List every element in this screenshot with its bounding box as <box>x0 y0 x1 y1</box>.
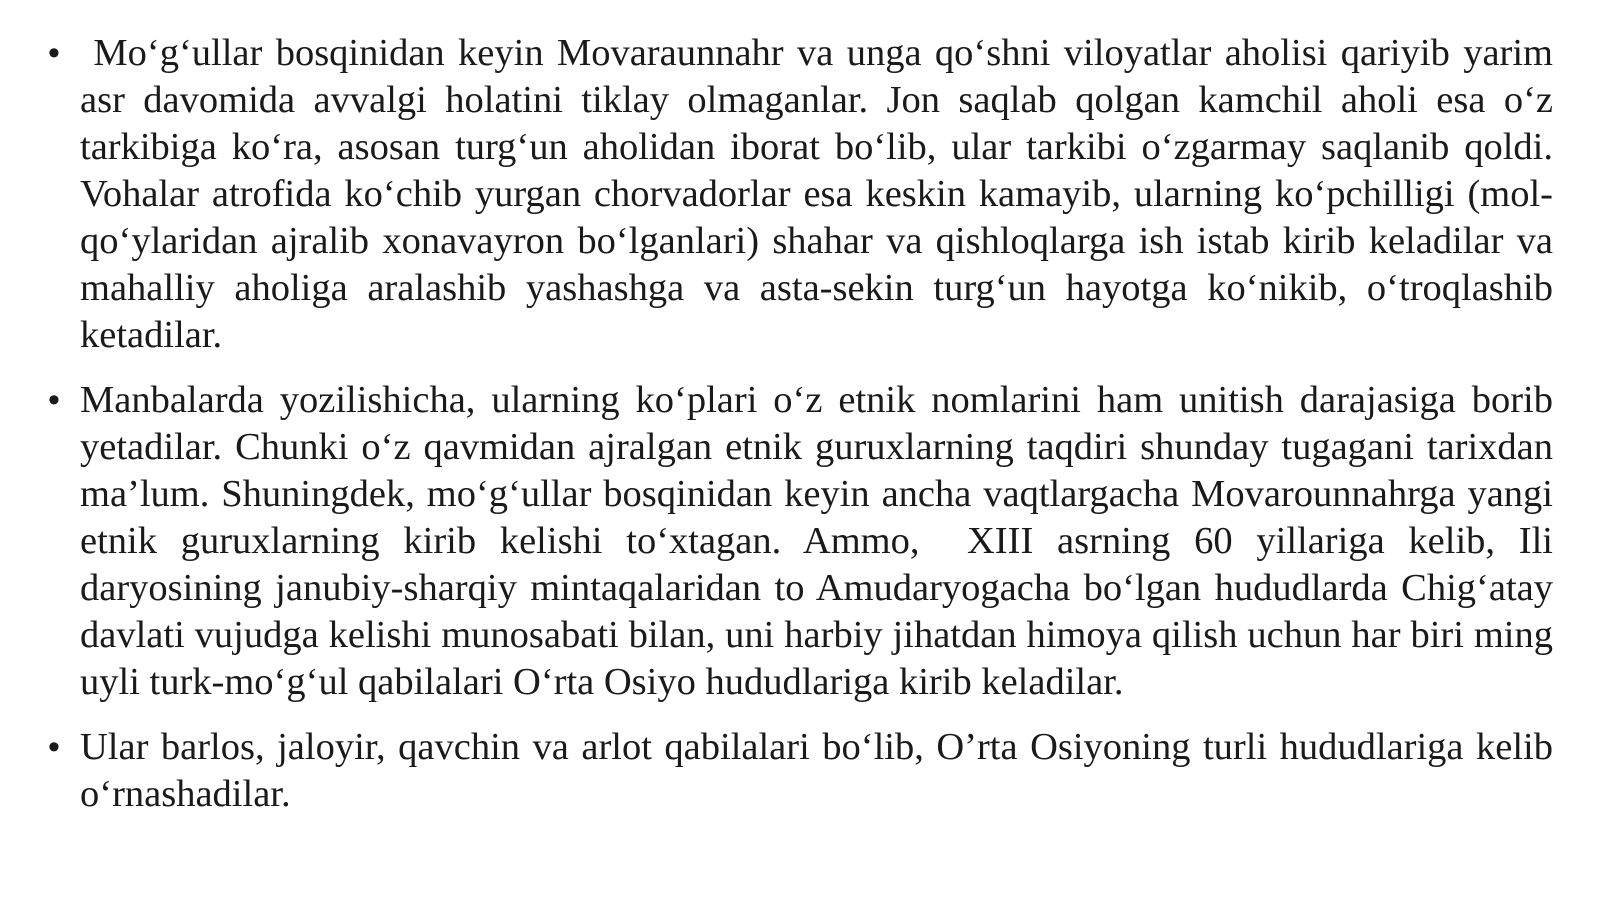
bullet-text-3: Ular barlos, jaloyir, qavchin va arlot qabilalari bo‘lib, O’rta Osiyoning turli hududlariga kelib o‘rnashadilar. <box>80 726 1563 815</box>
bullet-text-1: Mo‘g‘ullar bosqinidan keyin Movaraunnahr va unga qo‘shni viloyatlar aholisi qariyib yarim asr davomida avvalgi holatini tiklay olmaganlar. Jon saqlab qolgan kamchil aholi esa o‘z tarkibiga ko‘ra, asosan turg‘un aholidan iborat bo‘lib, ular tarkibi o‘zgarmay saqlanib qoldi. Vohalar atrofida ko‘chib yurgan chorvadorlar esa keskin kamayib, ularning ko‘pchilligi (mol-qo‘ylaridan ajralib xonavayron bo‘lganlari) shahar va qishloqlarga ish istab kirib keladilar va mahalliy aholiga aralashib yashashga va asta-sekin turg‘un hayotga ko‘nikib, o‘troqlashib ketadilar. <box>80 32 1563 356</box>
bullet-marker: • <box>48 381 60 419</box>
bullet-item-2 <box>48 377 1563 706</box>
bullet-marker: • <box>48 34 60 72</box>
bullet-list <box>48 30 1563 836</box>
bullet-text-2: Manbalarda yozilishicha, ularning ko‘plari o‘z etnik nomlarini ham unitish darajasiga borib yetadilar. Chunki o‘z qavmidan ajralgan etnik guruxlarning taqdiri shunday tugagani tarixdan ma’lum. Shuningdek, mo‘g‘ullar bosqinidan keyin ancha vaqtlargacha Movarounnahrga yangi etnik guruxlarning kirib kelishi to‘xtagan. Ammo, XIII asrning 60 yillariga kelib, Ili daryosining janubiy-sharqiy mintaqalaridan to Amudaryogacha bo‘lgan hududlarda Chig‘atay davlati vujudga kelishi munosabati bilan, uni harbiy jihatdan himoya qilish uchun har biri ming uyli turk-mo‘g‘ul qabilalari O‘rta Osiyo hududlariga kirib keladilar. <box>80 379 1563 703</box>
bullet-item-3 <box>48 724 1563 818</box>
bullet-item-1 <box>48 30 1563 359</box>
bullet-marker: • <box>48 728 60 766</box>
